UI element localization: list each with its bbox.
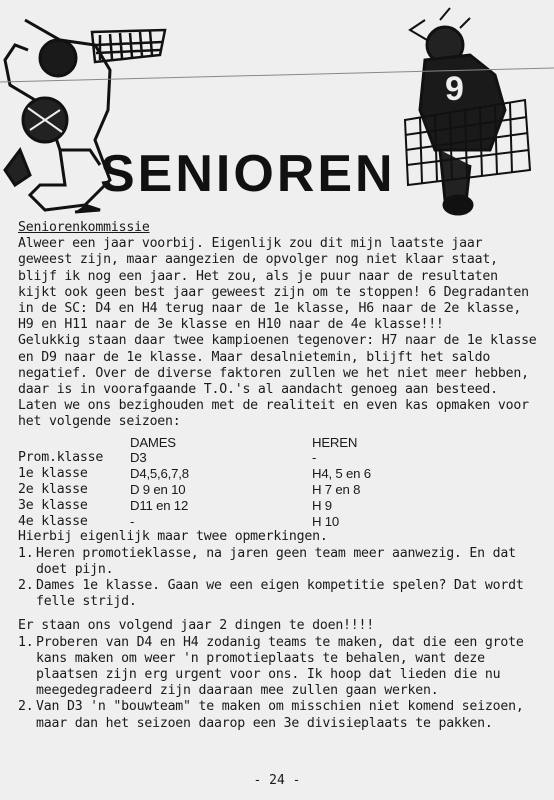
list-text: Proberen van D4 en H4 zodanig teams te maken, dat die een grote kans maken om weer 'n promotieplaats te behalen, want deze plaatsen zijn erg urgent voor ons. Ik hoop dat lieden die nu meegedegradeerd zijn daaraan mee zullen gaan werken. xyxy=(36,634,524,699)
list-item xyxy=(18,546,540,578)
column-header-heren: HEREN xyxy=(312,434,358,450)
remarks-lead: Hierbij eigenlijk maar twee opmerkingen. xyxy=(18,529,328,545)
dames-cell: - xyxy=(130,513,135,529)
svg-text:9: 9 xyxy=(445,70,464,108)
table-row xyxy=(18,498,540,514)
intro-paragraph-1: Alweer een jaar voorbij. Eigenlijk zou dit mijn laatste jaar geweest zijn, maar aangezien de opvolger nog niet klaar staat, blijf ik nog een jaar. Het zou, als je puur naar de resultaten kijkt ook geen best jaar geweest zijn om te stoppen! 6 Degradanten in de SC: D4 en H4 terug naar de 1e klasse, H6 naar de 2e klasse, H9 en H11 naar de 3e klasse en H10 naar de 4e klasse!!! xyxy=(18,236,529,333)
klasse-cell: 2e klasse xyxy=(18,482,88,498)
todo-lead: Er staan ons volgend jaar 2 dingen te doen!!!! xyxy=(18,618,375,634)
table-row xyxy=(18,450,540,466)
section-heading: Seniorenkommissie xyxy=(18,220,150,235)
heren-cell: H 9 xyxy=(312,497,332,513)
table-header-row xyxy=(18,435,540,451)
klasse-cell: 4e klasse xyxy=(18,513,88,529)
page-title: SENIOREN xyxy=(100,145,396,203)
heren-cell: H 10 xyxy=(312,513,340,529)
table-row xyxy=(18,482,540,498)
column-header-dames: DAMES xyxy=(130,434,176,450)
dames-cell: D 9 en 10 xyxy=(130,482,186,498)
remarks-list xyxy=(18,546,540,611)
page-number: - 24 - xyxy=(253,773,301,788)
klasse-cell: 3e klasse xyxy=(18,497,88,513)
list-number: 1. xyxy=(18,634,34,650)
heren-cell: H 7 en 8 xyxy=(312,482,361,498)
list-number: 2. xyxy=(18,699,34,715)
list-item xyxy=(18,578,540,610)
klasse-cell: Prom.klasse xyxy=(18,450,104,466)
intro-paragraph-2: Gelukkig staan daar twee kampioenen tegenover: H7 naar de 1e klasse en D9 naar de 1e klasse. Maar desalnietemin, blijft het saldo negatief. Over de diverse faktoren zullen we het niet meer hebben, daar is in voorafgaande T.O.'s al aandacht genoeg aan besteed. Laten we ons bezighouden met de realiteit en even kas opmaken voor het volgende seizoen: xyxy=(18,333,537,430)
table-row xyxy=(18,466,540,482)
list-item xyxy=(18,635,540,700)
list-number: 2. xyxy=(18,578,34,594)
dames-cell: D11 en 12 xyxy=(130,497,189,513)
list-text: Dames 1e klasse. Gaan we een eigen kompetitie spelen? Dat wordt felle strijd. xyxy=(36,578,524,610)
list-text: Heren promotieklasse, na jaren geen team meer aanwezig. En dat doet pijn. xyxy=(36,545,516,577)
dames-cell: D4,5,6,7,8 xyxy=(130,466,189,482)
heren-cell: H4, 5 en 6 xyxy=(312,466,371,482)
article-body xyxy=(18,220,540,732)
dames-cell: D3 xyxy=(130,450,147,466)
table-row xyxy=(18,514,540,530)
klasse-cell: 1e klasse xyxy=(18,466,88,482)
team-class-table xyxy=(18,435,540,530)
heren-cell: - xyxy=(312,450,317,466)
list-item xyxy=(18,699,540,731)
list-number: 1. xyxy=(18,545,34,561)
list-text: Van D3 'n "bouwteam" te maken om misschien niet komend seizoen, maar dan het seizoen daarop een 3e divisieplaats te pakken. xyxy=(36,699,524,731)
todo-list xyxy=(18,635,540,732)
